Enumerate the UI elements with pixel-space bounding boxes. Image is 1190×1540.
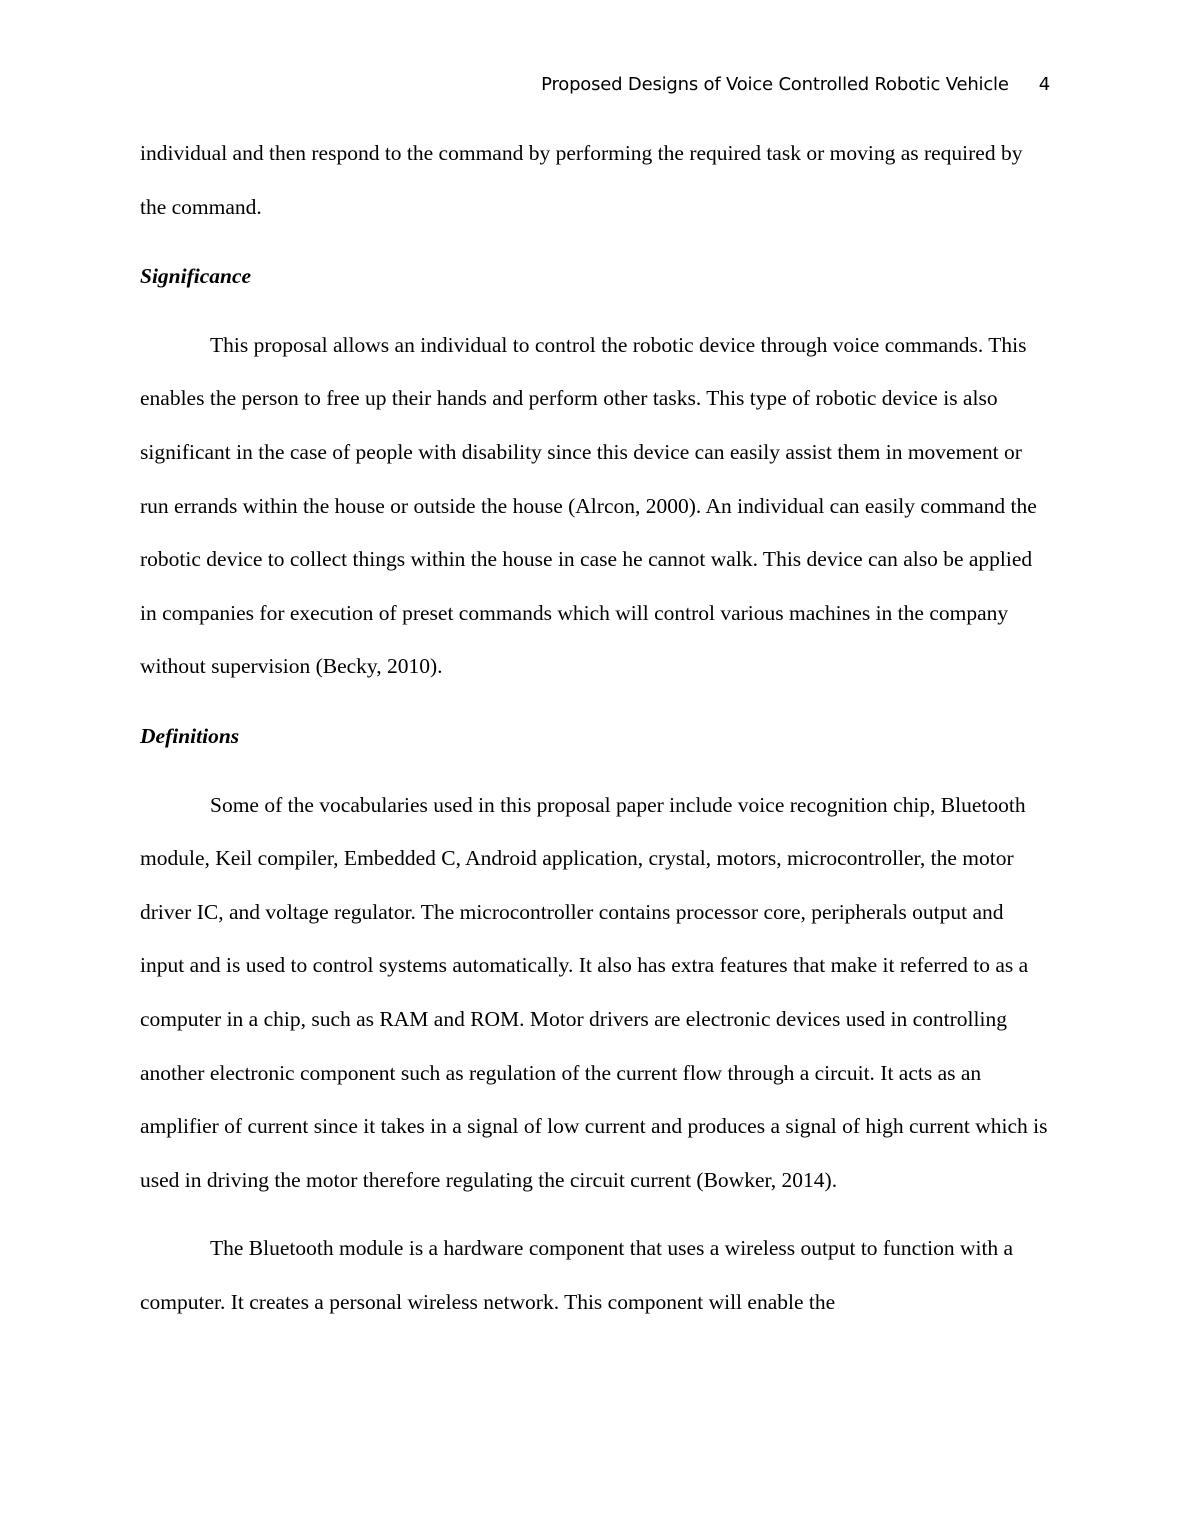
definitions-paragraph-1: Some of the vocabularies used in this proposal paper include voice recognition chip, Bluetooth module, Keil compiler, Embedded C, Android application, crystal, motors, microcontroller, the motor driver IC, and voltage regulator. The microcontroller contains processor core, peripherals output and input and is used to control systems automatically. It also has extra features that make it referred to as a computer in a chip, such as RAM and ROM. Motor drivers are electronic devices used in controlling another electronic component such as regulation of the current flow through a circuit. It acts as an amplifier of current since it takes in a signal of low current and produces a signal of high current which is used in driving the motor therefore regulating the circuit current (Bowker, 2014). xyxy=(140,792,1048,1192)
running-head-title: Proposed Designs of Voice Controlled Robotic Vehicle xyxy=(541,73,1009,95)
continued-paragraph: individual and then respond to the command by performing the required task or moving as required by the command. xyxy=(140,141,1023,219)
definitions-paragraph-2: The Bluetooth module is a hardware component that uses a wireless output to function with a computer. It creates a personal wireless network. This component will enable the xyxy=(140,1236,1014,1314)
page-number: 4 xyxy=(1038,73,1050,95)
significance-heading: Significance xyxy=(140,264,252,289)
significance-paragraph: This proposal allows an individual to control the robotic device through voice commands. This enables the person to free up their hands and perform other tasks. This type of robotic device is also significant in the case of people with disability since this device can easily assist them in movement or run errands within the house or outside the house (Alrcon, 2000). An individual can easily command the robotic device to collect things within the house in case he cannot walk. This device can also be applied in companies for execution of preset commands which will control various machines in the company without supervision (Becky, 2010). xyxy=(140,332,1037,679)
document-body xyxy=(140,127,1052,1329)
definitions-heading: Definitions xyxy=(140,723,240,748)
running-head xyxy=(140,70,1050,98)
